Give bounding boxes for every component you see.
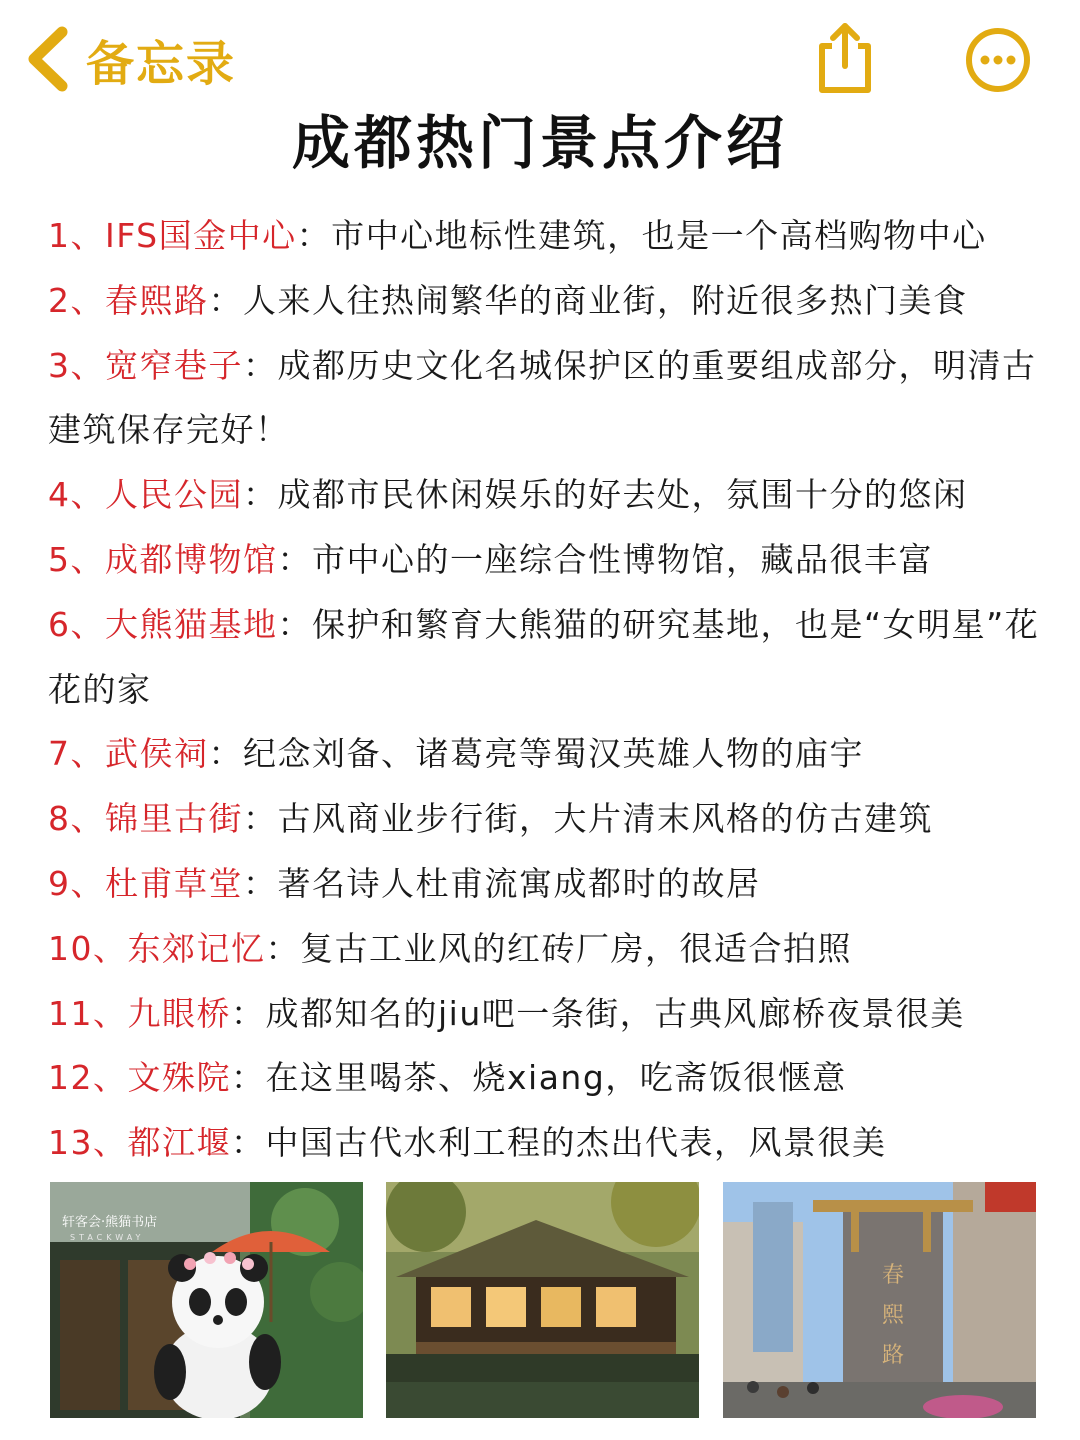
- spot-colon: ：: [243, 345, 278, 385]
- back-label: 备忘录: [86, 35, 237, 92]
- spot-description: 市中心的一座综合性博物馆，藏品很丰富: [312, 539, 933, 579]
- spot-item: [48, 787, 1048, 852]
- chevron-left-icon: [22, 24, 80, 94]
- photo-teahouse[interactable]: [386, 1182, 699, 1418]
- spot-name: 武侯祠: [105, 734, 209, 774]
- spot-item: [48, 1111, 1048, 1176]
- spot-item: [48, 722, 1048, 787]
- teahouse-image: [386, 1182, 699, 1418]
- more-options-button[interactable]: [964, 26, 1032, 94]
- spot-description: 市中心地标性建筑，也是一个高档购物中心: [331, 216, 987, 255]
- spot-description: 成都市民休闲娱乐的好去处，氛围十分的悠闲: [277, 475, 968, 515]
- spot-name: 都江堰: [127, 1123, 231, 1163]
- spot-colon: ：: [231, 1058, 266, 1098]
- chunxi-road-image: [723, 1182, 1036, 1418]
- spot-number: 10、: [48, 928, 128, 968]
- spot-number: 3、: [48, 345, 105, 385]
- spot-item: [48, 852, 1048, 917]
- spot-name: 九眼桥: [127, 993, 231, 1033]
- spot-item: [48, 334, 1048, 464]
- photo-panda-bookstore[interactable]: [50, 1182, 363, 1418]
- photo-chunxi-road[interactable]: [723, 1182, 1036, 1418]
- spot-number: 1、: [48, 216, 105, 255]
- navigation-bar: [0, 0, 1080, 110]
- spot-number: 6、: [48, 604, 105, 644]
- spot-name: 锦里古街: [105, 799, 243, 839]
- spot-description: 成都知名的jiu吧一条街，古典风廊桥夜景很美: [265, 993, 965, 1033]
- spot-item: [48, 917, 1048, 982]
- spot-number: 7、: [48, 734, 105, 774]
- spot-colon: ：: [231, 993, 266, 1033]
- panda-bookstore-image: [50, 1182, 363, 1418]
- photo-row: [50, 1182, 1036, 1418]
- spot-description: 著名诗人杜甫流寓成都时的故居: [277, 863, 761, 903]
- spot-number: 8、: [48, 799, 105, 839]
- panda-store-sign-en: STACKWAY: [70, 1233, 145, 1242]
- spot-colon: ：: [277, 604, 312, 644]
- spot-number: 9、: [48, 863, 105, 903]
- spot-name: 东郊记忆: [127, 928, 266, 968]
- spot-item: [48, 528, 1048, 593]
- spot-list: [48, 204, 1048, 1176]
- spot-number: 4、: [48, 475, 105, 515]
- spot-number: 2、: [48, 280, 105, 320]
- spot-description: 古风商业步行街，大片清末风格的仿古建筑: [277, 799, 933, 839]
- spot-number: 11、: [48, 993, 128, 1033]
- share-icon: [812, 20, 878, 96]
- spot-colon: ：: [243, 475, 278, 515]
- street-sign-char-2: 熙: [881, 1303, 905, 1328]
- spot-item: [48, 1046, 1048, 1111]
- spot-number: 12、: [48, 1058, 128, 1098]
- spot-name: 杜甫草堂: [105, 863, 243, 903]
- spot-name: IFS国金中心: [105, 216, 297, 255]
- spot-description: 保护和繁育大熊猫的研究基地，也是“女明星”花花的家: [48, 604, 1040, 709]
- spot-colon: ：: [296, 216, 332, 255]
- spot-name: 大熊猫基地: [105, 604, 278, 644]
- note-title: 成都热门景点介绍: [291, 109, 788, 177]
- spot-colon: ：: [243, 799, 278, 839]
- panda-store-sign: 轩客会·熊猫书店: [62, 1215, 158, 1230]
- spot-item: [48, 982, 1048, 1047]
- spot-description: 成都历史文化名城保护区的重要组成部分，明清古建筑保存完好！: [48, 345, 1037, 450]
- spot-name: 成都博物馆: [105, 539, 278, 579]
- street-sign-char-1: 春: [881, 1263, 905, 1288]
- spot-name: 春熙路: [105, 280, 209, 320]
- spot-item: [48, 204, 1048, 269]
- share-button[interactable]: [812, 20, 878, 96]
- spot-colon: ：: [231, 1123, 266, 1163]
- spot-colon: ：: [208, 280, 243, 320]
- spot-number: 5、: [48, 539, 105, 579]
- spot-description: 复古工业风的红砖厂房，很适合拍照: [300, 928, 852, 968]
- spot-item: [48, 463, 1048, 528]
- ellipsis-circle-icon: [964, 26, 1032, 94]
- spot-colon: ：: [243, 863, 278, 903]
- spot-colon: ：: [208, 734, 243, 774]
- spot-name: 人民公园: [105, 475, 243, 515]
- spot-description: 中国古代水利工程的杰出代表，风景很美: [265, 1123, 887, 1163]
- street-sign-char-3: 路: [881, 1343, 905, 1368]
- spot-description: 人来人往热闹繁华的商业街，附近很多热门美食: [243, 280, 968, 320]
- spot-colon: ：: [265, 928, 300, 968]
- spot-number: 13、: [48, 1123, 128, 1163]
- spot-description: 纪念刘备、诸葛亮等蜀汉英雄人物的庙宇: [243, 734, 864, 774]
- spot-description: 在这里喝茶、烧xiang，吃斋饭很惬意: [265, 1058, 847, 1098]
- spot-name: 宽窄巷子: [105, 345, 243, 385]
- spot-item: [48, 269, 1048, 334]
- back-button[interactable]: [22, 24, 236, 94]
- spot-colon: ：: [277, 539, 312, 579]
- spot-name: 文殊院: [127, 1058, 231, 1098]
- spot-item: [48, 593, 1048, 723]
